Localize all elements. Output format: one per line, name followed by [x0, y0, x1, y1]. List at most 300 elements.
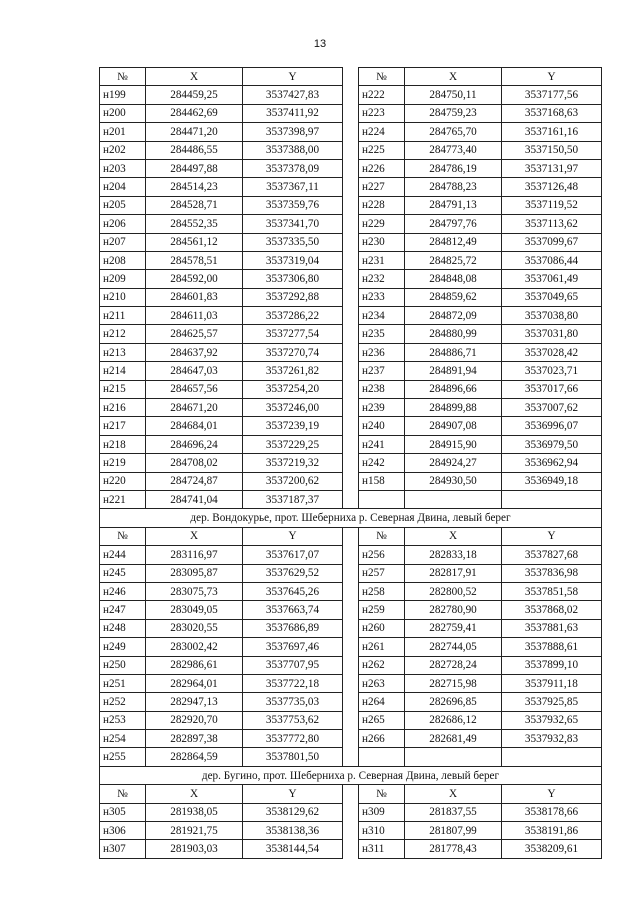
- coord-y: 3537722,18: [243, 674, 343, 692]
- point-id: н234: [359, 307, 405, 325]
- column-gap: [343, 472, 359, 490]
- coord-x: 282715,98: [405, 674, 502, 692]
- point-id: н305: [100, 803, 146, 821]
- header-num: №: [359, 527, 405, 545]
- coord-x: 284907,08: [405, 417, 502, 435]
- point-id: н244: [100, 546, 146, 564]
- coord-y: 3536949,18: [502, 472, 602, 490]
- point-id: н215: [100, 380, 146, 398]
- coord-y: 3537772,80: [243, 730, 343, 748]
- table-row: [100, 546, 602, 564]
- column-gap: [343, 527, 359, 545]
- point-id: н307: [100, 840, 146, 858]
- point-id: н233: [359, 288, 405, 306]
- point-id: н260: [359, 619, 405, 637]
- column-gap: [343, 748, 359, 766]
- coord-y: 3537038,80: [502, 307, 602, 325]
- point-id: н219: [100, 454, 146, 472]
- point-id: н209: [100, 270, 146, 288]
- point-id: н221: [100, 490, 146, 508]
- coord-y: 3537735,03: [243, 693, 343, 711]
- coord-y: 3537888,61: [502, 638, 602, 656]
- column-gap: [343, 288, 359, 306]
- coord-x: 284859,62: [405, 288, 502, 306]
- coord-y: 3536996,07: [502, 417, 602, 435]
- coord-y: 3537200,62: [243, 472, 343, 490]
- coord-x: 284797,76: [405, 215, 502, 233]
- column-gap: [343, 104, 359, 122]
- point-id: н248: [100, 619, 146, 637]
- table-row: [100, 196, 602, 214]
- table-row: [100, 251, 602, 269]
- coord-x: 282759,41: [405, 619, 502, 637]
- coord-x: 282920,70: [146, 711, 243, 729]
- column-gap: [343, 803, 359, 821]
- coord-y: 3537286,22: [243, 307, 343, 325]
- coord-x: 284552,35: [146, 215, 243, 233]
- coord-y: 3537254,20: [243, 380, 343, 398]
- coord-y: 3537359,76: [243, 196, 343, 214]
- coord-y: 3537277,54: [243, 325, 343, 343]
- point-id: н231: [359, 251, 405, 269]
- coord-y: 3537341,70: [243, 215, 343, 233]
- coord-x: 284896,66: [405, 380, 502, 398]
- point-id: н228: [359, 196, 405, 214]
- coord-y: 3537932,65: [502, 711, 602, 729]
- point-id: н310: [359, 822, 405, 840]
- coord-x: 284647,03: [146, 362, 243, 380]
- coord-x: 284930,50: [405, 472, 502, 490]
- column-gap: [343, 601, 359, 619]
- point-id: н261: [359, 638, 405, 656]
- coord-y: 3537028,42: [502, 343, 602, 361]
- column-gap: [343, 343, 359, 361]
- coord-x: 282744,05: [405, 638, 502, 656]
- table-row: [100, 822, 602, 840]
- coord-x: 284848,08: [405, 270, 502, 288]
- coord-y: 3537398,97: [243, 123, 343, 141]
- column-gap: [343, 693, 359, 711]
- coord-x: 284611,03: [146, 307, 243, 325]
- column-gap: [343, 270, 359, 288]
- coord-y: 3537335,50: [243, 233, 343, 251]
- point-id: н258: [359, 582, 405, 600]
- coord-y: 3537801,50: [243, 748, 343, 766]
- coord-y: 3537306,80: [243, 270, 343, 288]
- coord-y: 3537177,56: [502, 86, 602, 104]
- table-row: [100, 417, 602, 435]
- header-y: Y: [243, 68, 343, 86]
- point-id: н225: [359, 141, 405, 159]
- point-id: н220: [100, 472, 146, 490]
- coord-y: 3537378,09: [243, 159, 343, 177]
- column-gap: [343, 141, 359, 159]
- point-id: н226: [359, 159, 405, 177]
- coord-x: 284459,25: [146, 86, 243, 104]
- point-id: н205: [100, 196, 146, 214]
- column-gap: [343, 638, 359, 656]
- table-row: [100, 288, 602, 306]
- coord-y: 3537881,63: [502, 619, 602, 637]
- coord-x: 283075,73: [146, 582, 243, 600]
- page-number: 13: [313, 38, 327, 50]
- point-id: н264: [359, 693, 405, 711]
- column-gap: [343, 619, 359, 637]
- point-id: н259: [359, 601, 405, 619]
- coord-x: 282897,38: [146, 730, 243, 748]
- coord-y: 3537150,50: [502, 141, 602, 159]
- point-id: н213: [100, 343, 146, 361]
- coord-x: 284601,83: [146, 288, 243, 306]
- coord-x: 282817,91: [405, 564, 502, 582]
- header-y: Y: [502, 68, 602, 86]
- header-y: Y: [502, 785, 602, 803]
- coord-x: 284514,23: [146, 178, 243, 196]
- point-id: н222: [359, 86, 405, 104]
- point-id: н236: [359, 343, 405, 361]
- coord-x: 284872,09: [405, 307, 502, 325]
- coord-y: 3537113,62: [502, 215, 602, 233]
- coord-x: 283116,97: [146, 546, 243, 564]
- coord-y: 3538209,61: [502, 840, 602, 858]
- coord-x: 281778,43: [405, 840, 502, 858]
- coord-x: 284899,88: [405, 399, 502, 417]
- column-gap: [343, 399, 359, 417]
- point-id: н207: [100, 233, 146, 251]
- coord-x: 282780,90: [405, 601, 502, 619]
- coord-y: 3537645,26: [243, 582, 343, 600]
- section-title-row: [100, 509, 602, 527]
- table-header-row: [100, 527, 602, 545]
- coord-y: 3536979,50: [502, 435, 602, 453]
- table-row: [100, 159, 602, 177]
- coord-y: 3537119,52: [502, 196, 602, 214]
- coord-x: 282681,49: [405, 730, 502, 748]
- coord-x: 284759,23: [405, 104, 502, 122]
- point-id: н247: [100, 601, 146, 619]
- coord-y: 3538191,86: [502, 822, 602, 840]
- coord-y: 3538129,62: [243, 803, 343, 821]
- coord-x: 282964,01: [146, 674, 243, 692]
- column-gap: [343, 233, 359, 251]
- section-title: дер. Бугино, прот. Шеберниха р. Северная Двина, левый берег: [100, 766, 602, 784]
- coord-y: 3537099,67: [502, 233, 602, 251]
- coord-y: 3537753,62: [243, 711, 343, 729]
- coord-x: 283020,55: [146, 619, 243, 637]
- coord-x: 284886,71: [405, 343, 502, 361]
- column-gap: [343, 362, 359, 380]
- coord-x: 284592,00: [146, 270, 243, 288]
- coord-x: 282864,59: [146, 748, 243, 766]
- coord-x: 282947,13: [146, 693, 243, 711]
- coord-y: 3537061,49: [502, 270, 602, 288]
- coord-x: 284671,20: [146, 399, 243, 417]
- coord-x: 282696,85: [405, 693, 502, 711]
- point-id: н250: [100, 656, 146, 674]
- coord-x: 284915,90: [405, 435, 502, 453]
- point-id: н212: [100, 325, 146, 343]
- column-gap: [343, 417, 359, 435]
- coord-x: 284625,57: [146, 325, 243, 343]
- column-gap: [343, 68, 359, 86]
- coord-y: 3537629,52: [243, 564, 343, 582]
- coord-x: 284578,51: [146, 251, 243, 269]
- coord-x: 284724,87: [146, 472, 243, 490]
- point-id: н208: [100, 251, 146, 269]
- coord-x: 284471,20: [146, 123, 243, 141]
- coord-x: 284708,02: [146, 454, 243, 472]
- point-id: н201: [100, 123, 146, 141]
- column-gap: [343, 785, 359, 803]
- point-id: н239: [359, 399, 405, 417]
- point-id: [359, 490, 405, 508]
- coord-x: 284791,13: [405, 196, 502, 214]
- header-x: X: [405, 68, 502, 86]
- header-x: X: [405, 785, 502, 803]
- point-id: н158: [359, 472, 405, 490]
- coord-y: 3537229,25: [243, 435, 343, 453]
- table-row: [100, 803, 602, 821]
- column-gap: [343, 840, 359, 858]
- point-id: н206: [100, 215, 146, 233]
- coord-x: 281903,03: [146, 840, 243, 858]
- point-id: н211: [100, 307, 146, 325]
- coord-x: 284880,99: [405, 325, 502, 343]
- column-gap: [343, 215, 359, 233]
- coord-y: 3537851,58: [502, 582, 602, 600]
- table-row: [100, 564, 602, 582]
- table-row: [100, 178, 602, 196]
- coord-y: 3537086,44: [502, 251, 602, 269]
- column-gap: [343, 86, 359, 104]
- header-x: X: [146, 527, 243, 545]
- header-num: №: [359, 785, 405, 803]
- coord-x: 284486,55: [146, 141, 243, 159]
- table-row: [100, 840, 602, 858]
- coord-x: 284788,23: [405, 178, 502, 196]
- coord-y: 3537219,32: [243, 454, 343, 472]
- coord-x: 284773,40: [405, 141, 502, 159]
- table-row: [100, 490, 602, 508]
- point-id: н242: [359, 454, 405, 472]
- header-y: Y: [502, 527, 602, 545]
- coord-x: 281921,75: [146, 822, 243, 840]
- header-num: №: [100, 785, 146, 803]
- coord-x: 284750,11: [405, 86, 502, 104]
- coord-x: [405, 490, 502, 508]
- header-x: X: [146, 68, 243, 86]
- table-row: [100, 104, 602, 122]
- point-id: н203: [100, 159, 146, 177]
- coord-y: 3537707,95: [243, 656, 343, 674]
- point-id: н217: [100, 417, 146, 435]
- coord-x: 282686,12: [405, 711, 502, 729]
- point-id: н214: [100, 362, 146, 380]
- point-id: н240: [359, 417, 405, 435]
- header-num: №: [100, 68, 146, 86]
- table-row: [100, 307, 602, 325]
- point-id: н227: [359, 178, 405, 196]
- coord-y: 3537827,68: [502, 546, 602, 564]
- table-header-row: [100, 68, 602, 86]
- column-gap: [343, 159, 359, 177]
- table-row: [100, 472, 602, 490]
- column-gap: [343, 307, 359, 325]
- coord-y: 3537161,16: [502, 123, 602, 141]
- column-gap: [343, 196, 359, 214]
- column-gap: [343, 822, 359, 840]
- table-row: [100, 674, 602, 692]
- coord-y: 3537411,92: [243, 104, 343, 122]
- coord-x: [405, 748, 502, 766]
- point-id: н257: [359, 564, 405, 582]
- column-gap: [343, 656, 359, 674]
- coord-y: 3538138,36: [243, 822, 343, 840]
- coord-y: 3538144,54: [243, 840, 343, 858]
- column-gap: [343, 325, 359, 343]
- coord-x: 282728,24: [405, 656, 502, 674]
- column-gap: [343, 178, 359, 196]
- point-id: н263: [359, 674, 405, 692]
- coord-y: 3537049,65: [502, 288, 602, 306]
- point-id: н251: [100, 674, 146, 692]
- table-row: [100, 141, 602, 159]
- point-id: н216: [100, 399, 146, 417]
- column-gap: [343, 546, 359, 564]
- point-id: [359, 748, 405, 766]
- point-id: н245: [100, 564, 146, 582]
- point-id: н262: [359, 656, 405, 674]
- point-id: н265: [359, 711, 405, 729]
- column-gap: [343, 435, 359, 453]
- coord-x: 284741,04: [146, 490, 243, 508]
- coord-x: 284497,88: [146, 159, 243, 177]
- coord-y: 3537932,83: [502, 730, 602, 748]
- column-gap: [343, 582, 359, 600]
- coord-x: 284637,92: [146, 343, 243, 361]
- coord-x: 283002,42: [146, 638, 243, 656]
- coord-x: 284891,94: [405, 362, 502, 380]
- coord-x: 282800,52: [405, 582, 502, 600]
- coord-y: 3537007,62: [502, 399, 602, 417]
- table-row: [100, 693, 602, 711]
- table-row: [100, 454, 602, 472]
- point-id: н246: [100, 582, 146, 600]
- header-y: Y: [243, 785, 343, 803]
- point-id: н309: [359, 803, 405, 821]
- header-x: X: [405, 527, 502, 545]
- coord-x: 284528,71: [146, 196, 243, 214]
- coord-x: 284812,49: [405, 233, 502, 251]
- header-y: Y: [243, 527, 343, 545]
- table-row: [100, 399, 602, 417]
- point-id: н237: [359, 362, 405, 380]
- coord-y: [502, 748, 602, 766]
- table-row: [100, 638, 602, 656]
- point-id: н224: [359, 123, 405, 141]
- column-gap: [343, 674, 359, 692]
- coord-x: 284765,70: [405, 123, 502, 141]
- point-id: н218: [100, 435, 146, 453]
- point-id: н252: [100, 693, 146, 711]
- coord-y: 3537187,37: [243, 490, 343, 508]
- coord-y: 3537697,46: [243, 638, 343, 656]
- coord-y: 3537239,19: [243, 417, 343, 435]
- coord-x: 282833,18: [405, 546, 502, 564]
- coord-y: 3537168,63: [502, 104, 602, 122]
- section-title-row: [100, 766, 602, 784]
- point-id: н230: [359, 233, 405, 251]
- coord-y: 3537388,00: [243, 141, 343, 159]
- table-row: [100, 582, 602, 600]
- point-id: н229: [359, 215, 405, 233]
- coord-x: 282986,61: [146, 656, 243, 674]
- coord-y: 3536962,94: [502, 454, 602, 472]
- table-row: [100, 619, 602, 637]
- coord-y: 3537023,71: [502, 362, 602, 380]
- coord-y: 3537686,89: [243, 619, 343, 637]
- header-x: X: [146, 785, 243, 803]
- coord-y: 3537899,10: [502, 656, 602, 674]
- table-row: [100, 343, 602, 361]
- column-gap: [343, 711, 359, 729]
- coord-y: 3537911,18: [502, 674, 602, 692]
- table-row: [100, 362, 602, 380]
- coord-y: 3537131,97: [502, 159, 602, 177]
- coord-y: 3537126,48: [502, 178, 602, 196]
- coord-y: 3537925,85: [502, 693, 602, 711]
- table-header-row: [100, 785, 602, 803]
- point-id: н223: [359, 104, 405, 122]
- table-row: [100, 711, 602, 729]
- coord-x: 281807,99: [405, 822, 502, 840]
- coord-x: 281938,05: [146, 803, 243, 821]
- header-num: №: [100, 527, 146, 545]
- table-row: [100, 215, 602, 233]
- column-gap: [343, 123, 359, 141]
- point-id: н266: [359, 730, 405, 748]
- point-id: н232: [359, 270, 405, 288]
- table-row: [100, 270, 602, 288]
- coord-y: 3537367,11: [243, 178, 343, 196]
- coord-y: 3537319,04: [243, 251, 343, 269]
- coord-y: 3537017,66: [502, 380, 602, 398]
- table-row: [100, 325, 602, 343]
- coord-x: 284924,27: [405, 454, 502, 472]
- point-id: н255: [100, 748, 146, 766]
- column-gap: [343, 454, 359, 472]
- coord-y: 3537836,98: [502, 564, 602, 582]
- table-row: [100, 233, 602, 251]
- table-row: [100, 380, 602, 398]
- coord-y: 3537261,82: [243, 362, 343, 380]
- point-id: н238: [359, 380, 405, 398]
- point-id: н235: [359, 325, 405, 343]
- coord-x: 284786,19: [405, 159, 502, 177]
- coord-y: [502, 490, 602, 508]
- coord-x: 284696,24: [146, 435, 243, 453]
- point-id: н253: [100, 711, 146, 729]
- coord-y: 3537270,74: [243, 343, 343, 361]
- coordinates-table: [99, 67, 602, 859]
- point-id: н311: [359, 840, 405, 858]
- point-id: н210: [100, 288, 146, 306]
- coord-y: 3537031,80: [502, 325, 602, 343]
- column-gap: [343, 730, 359, 748]
- header-num: №: [359, 68, 405, 86]
- coord-x: 284657,56: [146, 380, 243, 398]
- column-gap: [343, 380, 359, 398]
